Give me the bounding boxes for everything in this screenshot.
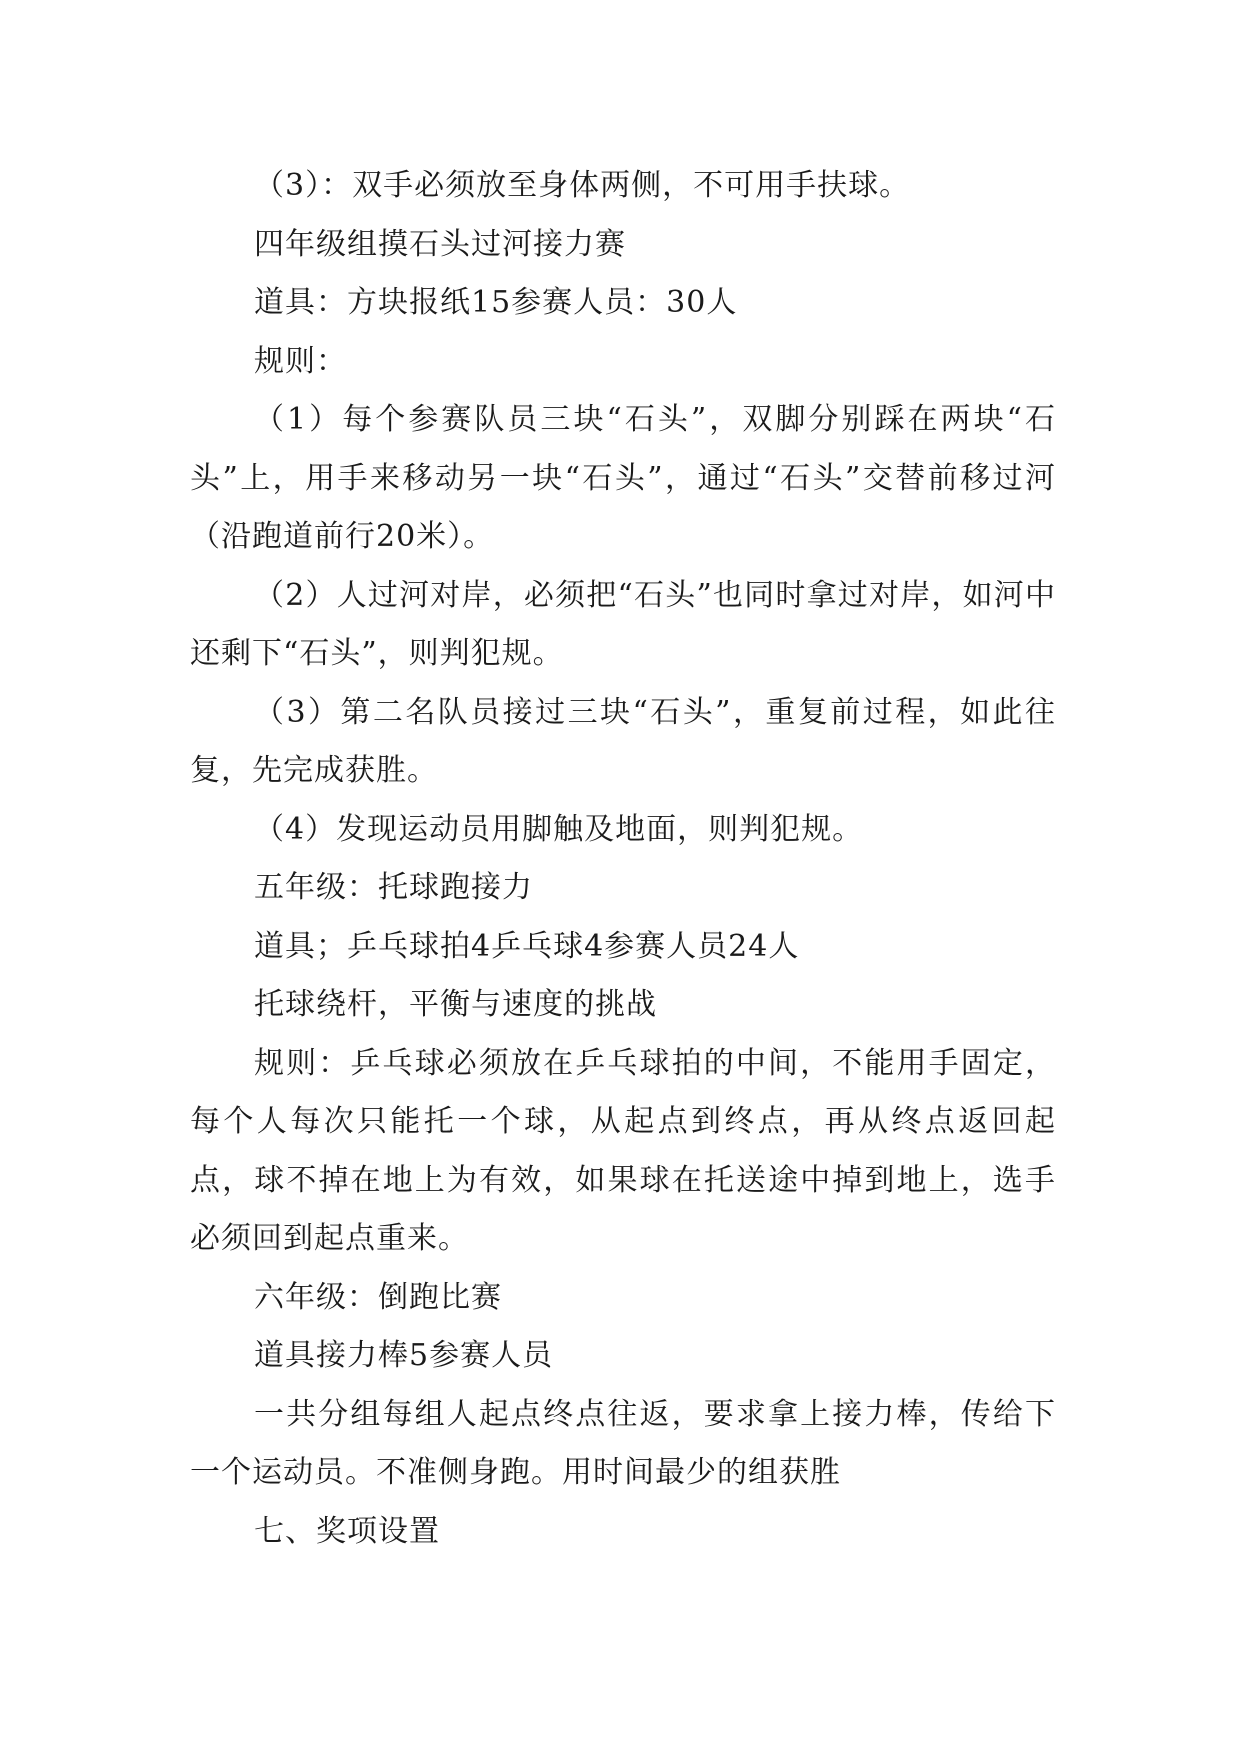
paragraph-grade5-subtitle: 托球绕杆，平衡与速度的挑战 — [254, 987, 657, 1022]
paragraph-grade4-rule1: （1）每个参赛队员三块“石头”，双脚分别踩在两块“石头”上，用手来移动另一块“石头”，通过“石头”交替前移过河（沿跑道前行20米）。 — [190, 402, 1056, 554]
paragraph-grade4-props: 道具：方块报纸15参赛人员：30人 — [254, 285, 738, 320]
paragraph-grade4-rule4: （4）发现运动员用脚触及地面，则判犯规。 — [254, 811, 864, 847]
paragraph-grade3-rule3: （3）：双手必须放至身体两侧，不可用手扶球。 — [254, 168, 911, 203]
paragraph-grade6-props: 道具接力棒5参赛人员 — [254, 1338, 554, 1373]
paragraph-grade4-rules-heading: 规则： — [254, 343, 347, 379]
paragraph-grade4-rule2: （2）人过河对岸，必须把“石头”也同时拿过对岸，如河中还剩下“石头”，则判犯规。 — [190, 577, 1056, 671]
paragraph-grade5-rules: 规则：乒乓球必须放在乒乓球拍的中间，不能用手固定，每个人每次只能托一个球，从起点到终点，再从终点返回起点，球不掉在地上为有效，如果球在托送途中掉到地上，选手必须回到起点重来。 — [190, 1045, 1056, 1256]
section-heading-awards: 七、奖项设置 — [254, 1513, 440, 1549]
paragraph-grade5-title: 五年级：托球跑接力 — [254, 870, 533, 905]
paragraph-grade6-rules: 一共分组每组人起点终点往返，要求拿上接力棒，传给下一个运动员。不准侧身跑。用时间最少的组获胜 — [190, 1396, 1056, 1490]
paragraph-grade4-rule3: （3）第二名队员接过三块“石头”，重复前过程，如此往复，先完成获胜。 — [190, 694, 1056, 788]
paragraph-grade4-title: 四年级组摸石头过河接力赛 — [254, 226, 626, 262]
paragraph-grade6-title: 六年级：倒跑比赛 — [254, 1279, 502, 1315]
document-body — [190, 157, 1056, 1561]
paragraph-grade5-props: 道具；乒乓球拍4乒乓球4参赛人员24人 — [254, 928, 800, 964]
